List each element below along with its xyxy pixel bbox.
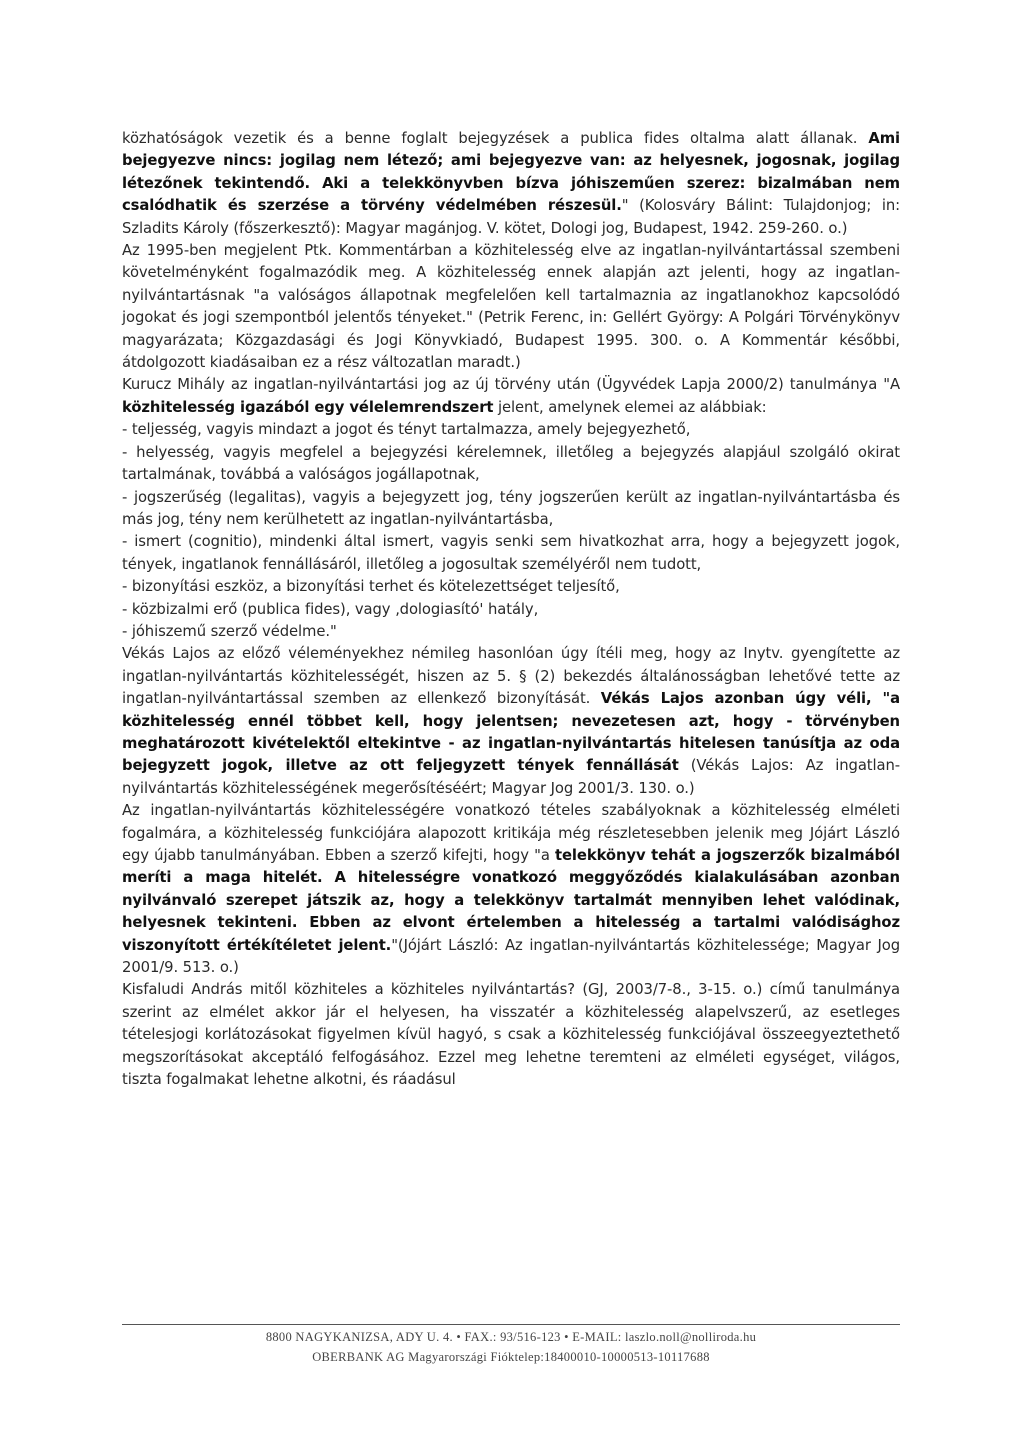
paragraph — [122, 531, 900, 576]
text-run: Vékás Lajos az előző véleményekhez némileg hasonlóan úgy ítéli meg, hogy az Inytv. gyengítette az ingatlan-nyilvántartás közhitelességét, hiszen az 5. § (2) bekezdés általánosságban lehetővé tette az ingatlan-nyilvántartással szemben az ellenkező bizonyítását. — [122, 645, 900, 708]
text-run: - jóhiszemű szerző védelme." — [122, 622, 337, 640]
text-run: - bizonyítási eszköz, a bizonyítási terhet és kötelezettséget teljesítő, — [122, 578, 620, 596]
footer-contact-line: 8800 NAGYKANIZSA, ADY U. 4. • FAX.: 93/516-123 • E-MAIL: laszlo.noll@nolliroda.hu — [265, 1330, 757, 1344]
text-run: " (Kolosváry Bálint: Tulajdonjog; in: Szladits Károly (főszerkesztő): Magyar magánjog. V. kötet, Dologi jog, Budapest, 1942. 259-260. o.) — [122, 197, 900, 237]
paragraph — [122, 643, 900, 800]
paragraph — [122, 599, 900, 621]
paragraph — [122, 240, 900, 374]
text-run: jelent, amelynek elemei az alábbiak: — [493, 398, 767, 416]
footer-bank-line: OBERBANK AG Magyarországi Fióktelep:18400010-10000513-10117688 — [312, 1350, 710, 1364]
paragraph — [122, 979, 900, 1091]
document-body — [122, 128, 900, 1091]
text-run: Kisfaludi András mitől közhiteles a közhiteles nyilvántartás? (GJ, 2003/7-8., 3-15. o.) című tanulmánya szerint az elmélet akkor jár el helyesen, ha visszatér a közhitelesség alapelvszerű, az esetleges tételesjogi korlátozásokat figyelmen kívül hagyó, s csak a közhitelesség funkciójával összeegyeztethető megszorításokat akceptáló felfogásához. Ezzel meg lehetne teremteni az elméleti egységet, világos, tiszta fogalmakat lehetne alkotni, és ráadásul — [122, 981, 900, 1089]
bold-text-run: Ami bejegyezve nincs: jogilag nem létező; ami bejegyezve van: az helyesnek, jogosnak, jogilag létezőnek tekintendő. Aki a telekkönyvben bízva jóhiszeműen szerez: bizalmában nem csalódhatik és szerzése a törvény védelmében részesül. — [122, 130, 900, 215]
text-run: - teljesség, vagyis mindazt a jogot és tényt tartalmazza, amely bejegyezhető, — [122, 421, 691, 439]
text-run: - ismert (cognitio), mindenki által ismert, vagyis senki sem hivatkozhat arra, hogy a bejegyzett jogok, tények, ingatlanok fennállásáról, illetőleg a jogosultak személyéről nem tudott, — [122, 533, 900, 573]
text-run: - jogszerűség (legalitas), vagyis a bejegyzett jog, tény jogszerűen került az ingatlan-nyilvántartásba és más jog, tény nem kerülhetett az ingatlan-nyilvántartásba, — [122, 488, 900, 528]
text-run: közhatóságok vezetik és a benne foglalt bejegyzések a publica fides oltalma alatt állanak. — [122, 130, 869, 147]
paragraph — [122, 621, 900, 643]
paragraph — [122, 419, 900, 441]
text-run: - helyesség, vagyis megfelel a bejegyzési kérelemnek, illetőleg a bejegyzés alapjául szolgáló okirat tartalmának, továbbá a valóságos jogállapotnak, — [122, 443, 900, 484]
paragraph — [122, 800, 900, 979]
bold-text-run: telekkönyv tehát a jogszerzők bizalmából meríti a maga hitelét. A hitelességre vonatkozó meggyőződés kialakulásában azonban nyilvánvaló szerepet játszik az, hogy a telekkönyv tartalmát mennyiben lehet valódinak, helyesnek tekinteni. Ebben az elvont értelemben a hitelesség a tartalmi valódisághoz viszonyított értékítéletet jelent. — [122, 847, 900, 954]
text-run: (Vékás Lajos: Az ingatlan-nyilvántartás közhitelességének megerősítéséért; Magyar Jog 2001/3. 130. o.) — [122, 757, 900, 797]
text-run: Az 1995-ben megjelent Ptk. Kommentárban a közhitelesség elve az ingatlan-nyilvántartással szembeni követelményként fogalmazódik meg. A közhitelesség ennek alapján azt jelenti, hogy az ingatlan-nyilvántartásnak "a valóságos állapotnak megfelelően kell tartalmaznia az ingatlanokhoz kapcsolódó jogokat és jogi szempontból jelentős tényeket." (Petrik Ferenc, in: Gellért György: A Polgári Törvénykönyv magyarázata; Közgazdasági és Jogi Könyvkiadó, Budapest 1995. 300. o. A Kommentár későbbi, átdolgozott kiadásaiban ez a rész változatlan maradt.) — [122, 242, 900, 372]
paragraph — [122, 128, 900, 240]
text-run: Az ingatlan-nyilvántartás közhitelességére vonatkozó tételes szabályoknak a közhitelesség elméleti fogalmára, a közhitelesség funkciójára alapozott kritikája még részletesebben jelenik meg Jójárt László egy újabb tanulmányában. Ebben a szerző kifejti, hogy "a — [122, 802, 900, 864]
text-run: "(Jójárt László: Az ingatlan-nyilvántartás közhitelessége; Magyar Jog 2001/9. 513. o.) — [122, 936, 900, 977]
bold-text-run: közhitelesség igazából egy vélelemrendszert — [122, 398, 494, 416]
footer-divider — [122, 1324, 900, 1325]
paragraph — [122, 442, 900, 487]
paragraph — [122, 487, 900, 532]
paragraph — [122, 576, 900, 598]
bold-text-run: Vékás Lajos azonban úgy véli, "a közhitelesség ennél többet kell, hogy jelentsen; nevezetesen azt, hogy - törvényben meghatározott kivételektől eltekintve - az ingatlan-nyilvántartás hitelesen tanúsítja az oda bejegyzett jogok, illetve az ott feljegyzett tények fennállását — [122, 690, 900, 775]
text-run: Kurucz Mihály az ingatlan-nyilvántartási jog az új törvény után (Ügyvédek Lapja 2000/2) tanulmánya "A — [122, 376, 900, 394]
text-run: - közbizalmi erő (publica fides), vagy ‚dologiasító' hatály, — [122, 600, 539, 618]
paragraph — [122, 374, 900, 419]
